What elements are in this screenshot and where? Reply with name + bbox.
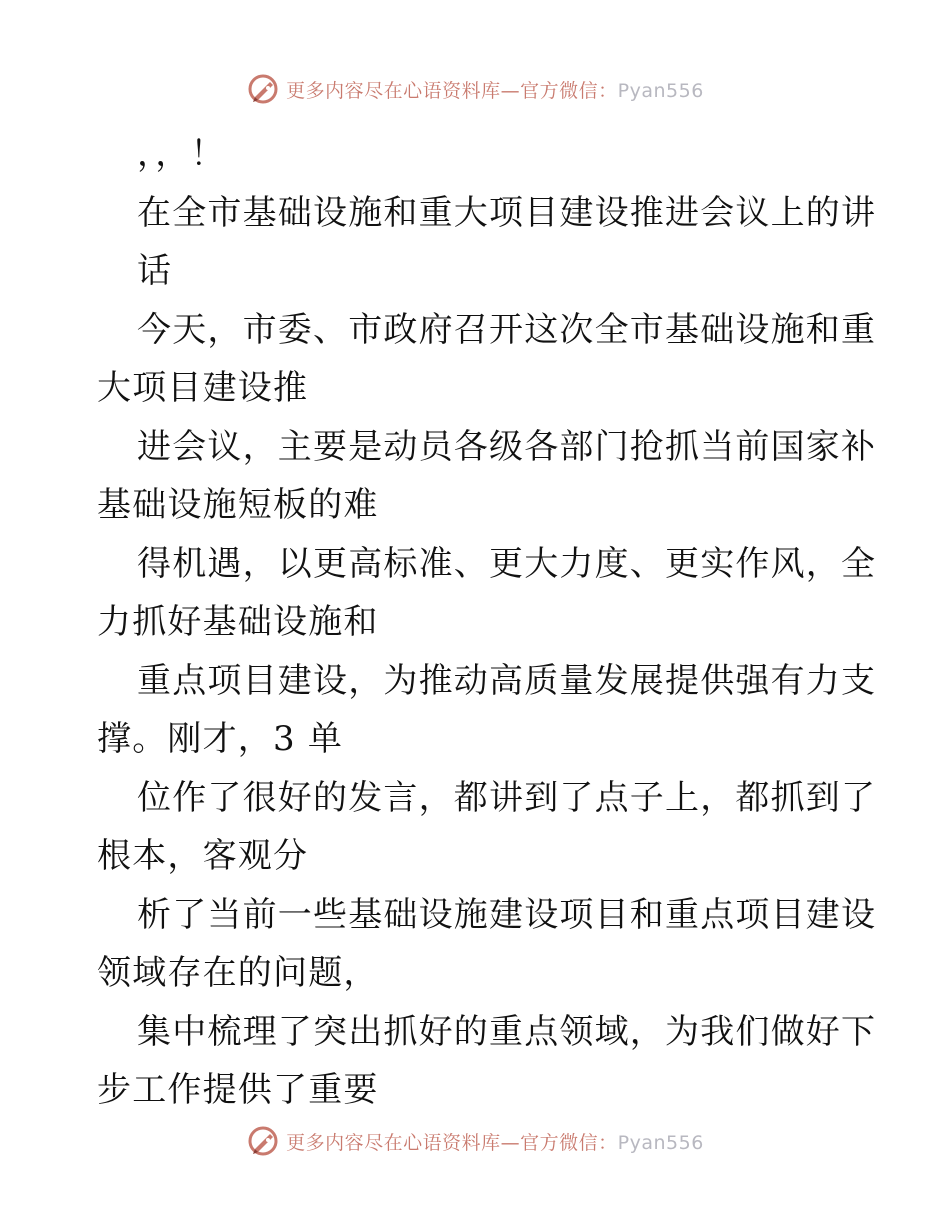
text-line: 重点项目建设，为推动高质量发展提供强有力支 <box>137 660 877 701</box>
text-line: 进会议，主要是动员各级各部门抢抓当前国家补 <box>137 426 877 467</box>
header-watermark <box>0 72 950 106</box>
text-line: 析了当前一些基础设施建设项目和重点项目建设 <box>137 894 877 935</box>
text-line: 步工作提供了重要 <box>97 1070 379 1110</box>
text-line: 得机遇，以更高标准、更大力度、更实作风，全 <box>137 543 877 584</box>
text-line: 集中梳理了突出抓好的重点领域，为我们做好下 <box>137 1011 877 1052</box>
text-line: 在全市基础设施和重大项目建设推进会议上的讲 <box>137 192 877 233</box>
text-line: 今天，市委、市政府召开这次全市基础设施和重 <box>137 309 877 350</box>
text-line: 位作了很好的发言，都讲到了点子上，都抓到了 <box>137 777 877 818</box>
text-line: 撑。刚才，3 单 <box>97 719 344 759</box>
text-line: 领域存在的问题， <box>97 953 379 993</box>
text-line: 力抓好基础设施和 <box>97 602 379 642</box>
watermark-text: 更多内容尽在心语资料库—官方微信：Pyan556 <box>286 1131 704 1154</box>
text-line: 基础设施短板的难 <box>97 485 379 525</box>
watermark-text: 更多内容尽在心语资料库—官方微信：Pyan556 <box>286 79 704 102</box>
pen-logo-icon <box>246 1124 280 1158</box>
document-body <box>97 125 877 1120</box>
text-line: 话 <box>137 251 173 291</box>
text-line: ，，！ <box>137 134 226 174</box>
footer-watermark <box>0 1124 950 1158</box>
text-line: 大项目建设推 <box>97 368 309 408</box>
pen-logo-icon <box>246 72 280 106</box>
text-line: 根本，客观分 <box>97 836 309 876</box>
